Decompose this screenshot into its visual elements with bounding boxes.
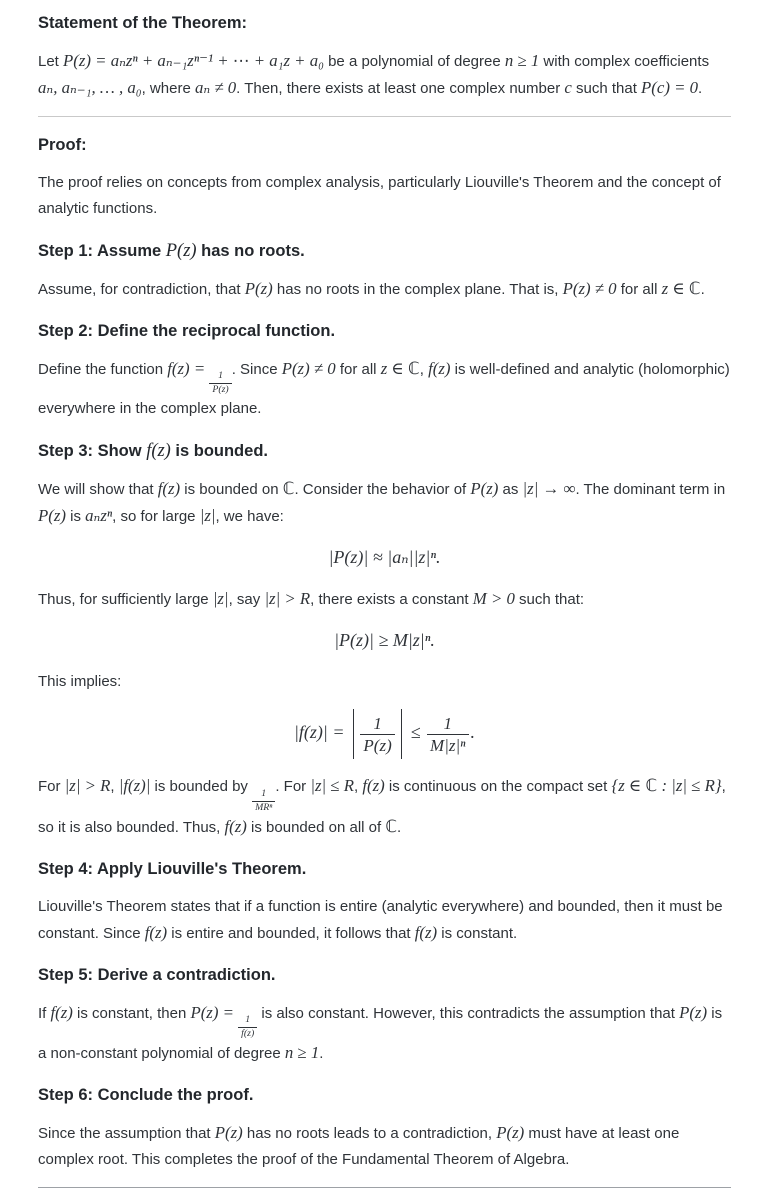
math-run: f(z) [157,479,181,499]
section-heading [38,134,731,156]
text-run: . [397,818,402,836]
math-run: P(z) [214,1123,243,1143]
text-run: is constant, then [72,1004,191,1022]
math-run: P(z) [244,279,273,298]
math-run: f(z) = [167,359,210,378]
math-run: ℂ [282,479,295,499]
fraction-numerator: 1 [218,370,223,382]
math-run: |z| [212,589,229,609]
math-run: ℂ [385,816,398,836]
text-run: , [419,361,429,378]
text-run: For [38,778,65,796]
math-run: |z| > R [264,589,311,609]
fraction-numerator: 1 [261,787,267,799]
math-run: P(z) = aₙzⁿ + aₙ₋₁zⁿ⁻¹ + ⋯ + a₁z + a₀ [63,51,324,70]
section-heading [38,858,731,880]
text-run: for all [616,281,662,298]
math-run: P(z) [496,1123,525,1143]
math-run: P(z) ≠ 0 [562,279,617,298]
section-heading [38,12,731,34]
text-run: . [698,80,703,97]
math-run: |f(z)| = [293,722,350,743]
text-run: If [38,1004,51,1022]
fraction [209,371,231,396]
math-run: z ∈ ℂ [661,279,701,298]
fraction-denominator: P(z) [209,383,231,396]
math-run: z ∈ ℂ [380,359,420,378]
fraction-numerator: 1 [373,713,382,733]
paragraph [38,669,731,695]
math-run: P(c) = 0 [641,78,699,97]
text-run: for all [335,361,381,378]
text-run: , where [141,80,195,97]
text-run: such that [571,80,642,97]
math-run: P(z) ≠ 0 [281,359,336,378]
text-run: with complex coefficients [539,53,710,70]
paragraph [38,894,731,947]
text-run: Proof: [38,136,87,154]
fraction [238,1015,257,1040]
text-run: has no roots leads to a contradiction, [242,1125,497,1143]
text-run: Let [38,53,64,70]
math-run: M > 0 [472,589,515,609]
text-run: Step 3: Show [38,442,147,461]
text-run: is constant. [437,924,518,942]
math-run: n ≥ 1 [504,51,540,70]
text-run: . The dominant term in [575,481,726,499]
math-run: P(z) [38,506,66,526]
norm-bar [353,709,354,759]
text-run: Assume, for contradiction, that [38,281,245,298]
paragraph [38,48,731,102]
display-equation [38,627,731,655]
section-heading [38,320,731,342]
text-run: is also constant. However, this contradicts the assumption that [257,1004,680,1022]
math-run: |z| ≤ R [310,776,354,796]
text-run: has no roots. [196,242,305,260]
display-equation [38,544,731,572]
section-heading [38,964,731,986]
fraction-numerator: 1 [443,713,453,733]
math-run: |P(z)| ≥ M|z|ⁿ. [334,630,435,651]
divider [38,1187,731,1188]
text-run: is well-defined and analytic (holomorphic) everywhere in the complex plane. [38,361,730,418]
math-run: P(z) [165,240,197,260]
math-run: aₙ ≠ 0 [194,78,237,97]
fraction [427,714,468,755]
fraction-denominator: M|z|ⁿ [427,734,468,755]
math-run: c [564,78,572,97]
text-run: is continuous on the compact set [384,778,612,796]
math-run: f(z) [146,440,171,461]
text-run: is bounded on all of [246,818,386,836]
math-run: P(z) [470,479,499,499]
math-run: |P(z)| ≈ |aₙ||z|ⁿ. [328,547,441,568]
text-run: Statement of the Theorem: [38,14,248,32]
text-run: Since the assumption that [38,1125,215,1143]
math-run: |z| > R [64,776,111,796]
math-run: f(z) [414,922,438,942]
math-run: n ≥ 1 [284,1043,320,1063]
fraction-denominator: f(z) [238,1027,257,1040]
text-run: , [353,778,363,796]
text-run: . For [275,778,311,796]
text-run: , so it is also bounded. Thus, [38,778,726,836]
text-run: is bounded. [170,442,268,461]
paragraph [38,476,731,530]
math-run: aₙzⁿ [85,506,113,526]
math-run: f(z) [224,816,247,836]
math-run: {z ∈ ℂ : |z| ≤ R} [611,776,722,796]
text-run: , so for large [112,508,200,526]
text-run: is [65,508,86,526]
norm-bar [401,709,402,759]
text-run: is entire and bounded, it follows that [167,924,415,942]
text-run: . Then, there exists at least one complex number [236,80,565,97]
text-run: , there exists a constant [310,591,473,609]
text-run: This implies: [38,673,122,691]
section-heading [38,1084,731,1106]
text-run: Step 6: Conclude the proof. [38,1086,254,1105]
text-run: . Since [231,361,282,378]
math-run: |z| → ∞ [522,479,576,499]
text-run: , say [228,591,265,609]
math-run: f(z) [50,1002,73,1022]
text-run: has no roots in the complex plane. That is, [272,281,563,298]
paragraph [38,170,731,222]
math-run: f(z) [362,776,385,796]
text-run: Step 4: Apply Liouville's Theorem. [38,859,307,878]
math-run: f(z) [144,922,168,942]
paragraph [38,1120,731,1173]
text-run: must have at least one complex root. This completes the proof of the Fundamental Theorem of Algebra. [38,1125,680,1169]
paragraph [38,356,731,422]
text-run: Thus, for sufficiently large [38,591,213,609]
section-heading [38,239,731,262]
text-run: is bounded by [150,778,253,796]
text-run: Step 5: Derive a contradiction. [38,965,276,984]
fraction-numerator: 1 [245,1014,251,1026]
text-run: . [319,1045,324,1063]
text-run: Liouville's Theorem states that if a function is entire (analytic everywhere) and bounded, then it must be constant. Since [38,897,723,942]
paragraph [38,586,731,613]
text-run: , we have: [215,508,284,526]
math-run: f(z) [428,359,451,378]
text-run: be a polynomial of degree [323,53,505,70]
text-run: is a non-constant polynomial of degree [38,1004,723,1063]
text-run: . Consider the behavior of [294,481,471,499]
math-run: |f(z)| [118,776,151,796]
text-run: Define the function [38,361,168,378]
math-run: P(z) = [190,1002,239,1022]
text-run: such that: [514,591,585,609]
display-equation [38,709,731,759]
math-run: aₙ, aₙ₋₁, … , a₀ [38,78,142,97]
text-run: Step 1: Assume [38,242,166,260]
divider [38,116,731,117]
fraction-denominator: P(z) [360,734,394,755]
math-run: . [470,722,476,743]
text-run: The proof relies on concepts from complex analysis, particularly Liouville's Theorem and the concept of analytic functions. [38,174,721,217]
math-run: |z| [199,506,216,526]
fraction [360,714,394,755]
text-run: is bounded on [180,481,283,499]
paragraph [38,1000,731,1067]
section-heading [38,439,731,462]
fraction-denominator: MRⁿ [252,801,275,814]
text-run: as [498,481,523,499]
fraction [252,789,275,814]
text-run: . [700,281,705,298]
math-run: P(z) [679,1002,708,1022]
text-run: , [110,778,119,796]
text-run: Step 2: Define the reciprocal function. [38,322,336,340]
text-run: We will show that [38,481,158,499]
paragraph [38,773,731,840]
paragraph [38,276,731,303]
math-run: ≤ [406,722,426,743]
